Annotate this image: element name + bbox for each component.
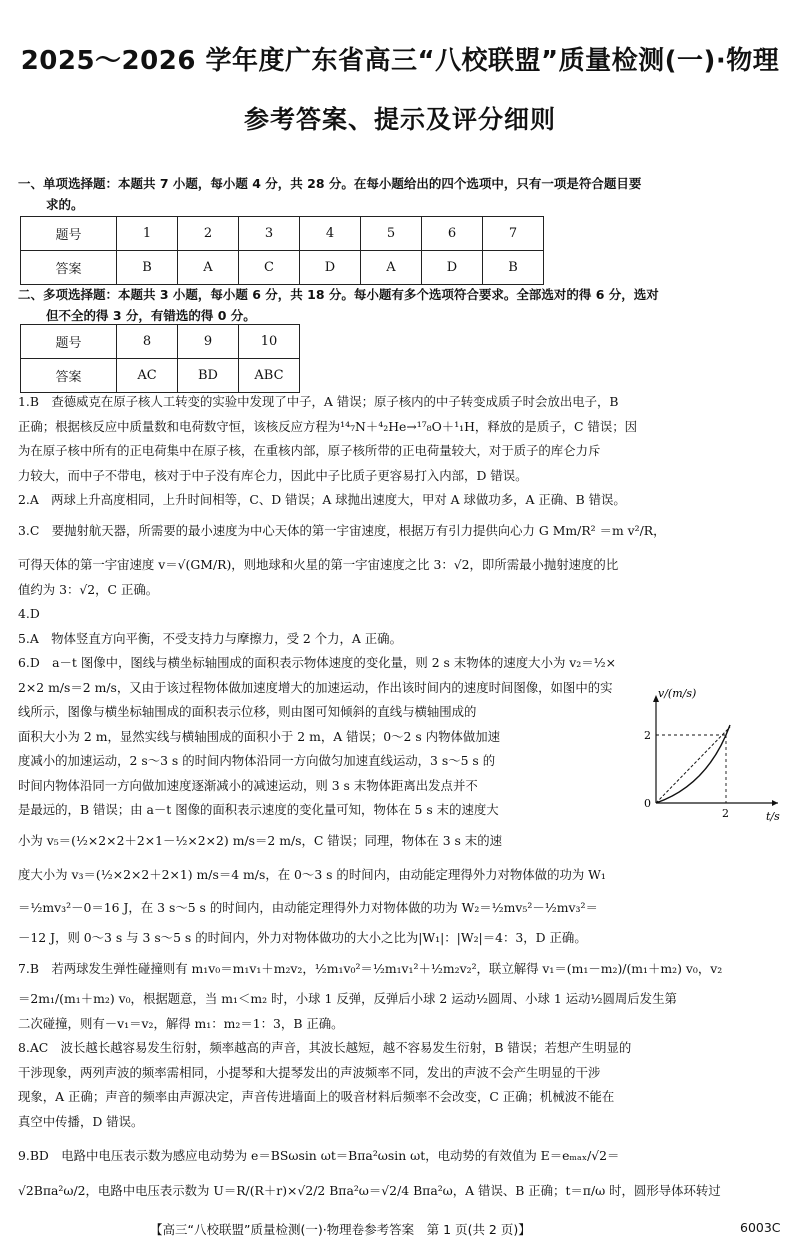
- page-title: 2025～2026 学年度广东省高三“八校联盟”质量检测(一)·物理: [20, 46, 780, 76]
- x-tick-label: 2: [722, 807, 729, 820]
- explanation-line: 二次碰撞，则有－v₁＝v₂，解得 m₁：m₂＝1：3，B 正确。: [18, 1015, 344, 1031]
- explanation-line: 2.A 两球上升高度相同，上升时间相等，C、D 错误；A 球抛出速度大，甲对 A 球做功多，A 正确、B 错误。: [18, 492, 626, 507]
- table-row: 答案 B A C D A D B: [21, 251, 544, 285]
- explanation-line: ＝2m₁/(m₁＋m₂) v₀，根据题意，当 m₁＜m₂ 时，小球 1 反弹，反弹后小球 2 运动½圆周、小球 1 运动½圆周后发生第: [18, 991, 677, 1006]
- table-row: 答案 AC BD ABC: [21, 359, 300, 393]
- explanation-line: 1.B 查德威克在原子核人工转变的实验中发现了中子，A 错误；原子核内的中子转变成质子时会放出电子，B: [18, 394, 619, 409]
- explanation-line: 度减小的加速运动，2 s～3 s 的时间内物体沿同一方向做匀加速直线运动，3 s～5 s 的: [18, 753, 496, 768]
- origin-label: 0: [644, 797, 651, 810]
- y-tick-label: 2: [644, 729, 651, 742]
- explanation-line: 正确；根据核反应中质量数和电荷数守恒，该核反应方程为¹⁴₇N＋⁴₂He→¹⁷₈O＋¹₁H，释放的是质子，C 错误；因: [18, 418, 638, 434]
- explanation-line: 7.B 若两球发生弹性碰撞则有 m₁v₀＝m₁v₁＋m₂v₂，½m₁v₀²＝½m₁v₁²＋½m₂v₂²，联立解得 v₁＝(m₁－m₂)/(m₁＋m₂) v₀，v₂: [18, 960, 723, 976]
- velocity-time-graph: [638, 685, 788, 825]
- footer-text: 【高三“八校联盟”质量检测(一)·物理卷参考答案 第 1 页(共 2 页)】: [150, 1222, 531, 1237]
- table-row: 题号 1 2 3 4 5 6 7: [21, 217, 544, 251]
- explanation-line: 9.BD 电路中电压表示数为感应电动势为 e＝BSωsin ωt＝Bπa²ωsin ωt，电动势的有效值为 E＝eₘₐₓ/√2＝: [18, 1148, 620, 1163]
- explanation-line: 是最远的，B 错误；由 a－t 图像的面积表示速度的变化量可知，物体在 5 s 末的速度大: [18, 802, 499, 817]
- footer-code: 6003C: [740, 1220, 781, 1235]
- x-axis-arrow-icon: [772, 800, 778, 806]
- table-row: 题号 8 9 10: [21, 325, 300, 359]
- explanation-line: 4.D: [18, 606, 40, 621]
- explanation-line: 值约为 3：√2，C 正确。: [18, 581, 159, 597]
- explanation-line: 2×2 m/s＝2 m/s，又由于该过程物体做加速度增大的加速运动，作出该时间内的速度时间图像，如图中的实: [18, 679, 613, 695]
- single-choice-answer-table: [20, 216, 544, 285]
- explanation-line: 6.D a－t 图像中，图线与横坐标轴围成的面积表示物体速度的变化量，则 2 s 末物体的速度大小为 v₂＝½×: [18, 655, 617, 670]
- explanation-line: －12 J，则 0～3 s 与 3 s～5 s 的时间内，外力对物体做功的大小之比为|W₁|：|W₂|＝4：3，D 正确。: [18, 930, 587, 945]
- explanation-line: 面积大小为 2 m，显然实线与横轴围成的面积小于 2 m，A 错误；0～2 s 内物体做加速: [18, 728, 501, 744]
- explanation-line: ＝½mv₃²－0＝16 J，在 3 s～5 s 的时间内，由动能定理得外力对物体做的功为 W₂＝½mv₅²－½mv₃²＝: [18, 899, 598, 915]
- explanation-line: 度大小为 v₃＝(½×2×2＋2×1) m/s＝4 m/s，在 0～3 s 的时间内，由动能定理得外力对物体做的功为 W₁: [18, 867, 606, 882]
- explanation-line: 8.AC 波长越长越容易发生衍射，频率越高的声音，其波长越短，越不容易发生衍射，B 错误；若想产生明显的: [18, 1040, 632, 1055]
- explanation-line: 5.A 物体竖直方向平衡，不受支持力与摩擦力，受 2 个力，A 正确。: [18, 630, 402, 646]
- explanation-line: 小为 v₅＝(½×2×2＋2×1－½×2×2) m/s＝2 m/s，C 错误；同理，物体在 3 s 末的速: [18, 832, 503, 848]
- explanation-line: 真空中传播，D 错误。: [18, 1113, 144, 1129]
- explanation-line: 现象，A 正确；声音的频率由声源决定，声音传进墙面上的吸音材料后频率不会改变，C 正确；机械波不能在: [18, 1089, 615, 1104]
- section2-heading: 二、多项选择题：本题共 3 小题，每小题 6 分，共 18 分。每小题有多个选项符合要求。全部选对的得 6 分，选对 但不全的得 3 分，有错选的得 0 分。: [18, 287, 659, 323]
- explanation-line: √2Bπa²ω/2，电路中电压表示数为 U＝R/(R＋r)×√2/2 Bπa²ω＝√2/4 Bπa²ω，A 错误、B 正确；t＝π/ω 时，圆形导体环转过: [18, 1182, 721, 1198]
- explanation-line: 可得天体的第一宇宙速度 v＝√(GM/R)，则地球和火星的第一宇宙速度之比 3：√2，即所需最小抛射速度的比: [18, 557, 619, 572]
- explanation-line: 3.C 要抛射航天器，所需要的最小速度为中心天体的第一宇宙速度，根据万有引力提供向心力 G Mm/R² ＝m v²/R，: [18, 522, 666, 538]
- explanation-line: 力较大，而中子不带电，核对于中子没有库仑力，因此中子比质子更容易打入内部，D 错误。: [18, 467, 528, 483]
- explanation-line: 时间内物体沿同一方向做加速度逐渐减小的减速运动，则 3 s 末物体距离出发点并不: [18, 777, 478, 793]
- page-subtitle: 参考答案、提示及评分细则: [243, 105, 556, 134]
- section1-heading: 一、单项选择题：本题共 7 小题，每小题 4 分，共 28 分。在每小题给出的四个选项中，只有一项是符合题目要 求的。: [18, 176, 642, 212]
- y-axis-label: v/(m/s): [658, 687, 697, 700]
- straight-dashed-line: [656, 727, 730, 803]
- x-axis-label: t/s: [766, 810, 780, 823]
- explanation-line: 为在原子核中所有的正电荷集中在原子核，在重核内部，原子核所带的正电荷量较大，对于质子的库仑力斥: [18, 443, 601, 458]
- explanation-line: 线所示，图像与横坐标轴围成的面积表示位移，则由图可知倾斜的直线与横轴围成的: [18, 704, 477, 719]
- explanation-line: 干涉现象，两列声波的频率需相同，小提琴和大提琴发出的声波频率不同，发出的声波不会产生明显的干涉: [18, 1064, 601, 1080]
- multi-choice-answer-table: [20, 324, 300, 393]
